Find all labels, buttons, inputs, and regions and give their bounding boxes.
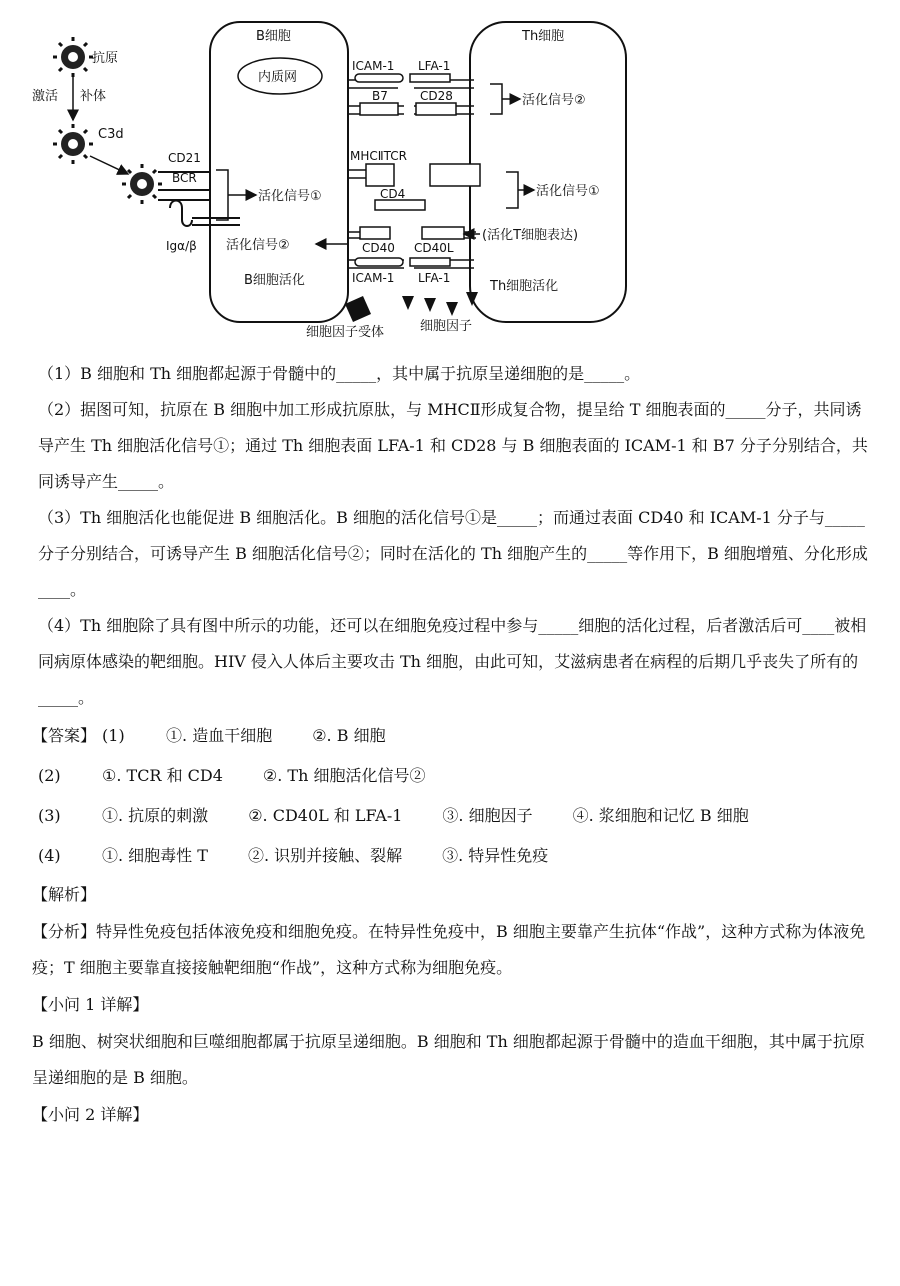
answer-item: ②. CD40L 和 LFA-1 bbox=[248, 806, 403, 825]
answer-num: (2) bbox=[38, 766, 61, 785]
er-label: 内质网 bbox=[258, 70, 298, 85]
answer-item: ②. B 细胞 bbox=[312, 726, 386, 745]
analysis-label: 【解析】 bbox=[32, 885, 97, 904]
th-activation-label: Th细胞活化 bbox=[490, 279, 559, 294]
question-1: （1）B 细胞和 Th 细胞都起源于骨髓中的_____，其中属于抗原呈递细胞的是_____。 bbox=[38, 364, 641, 383]
answer-num: (3) bbox=[38, 806, 61, 825]
analysis-intro: 【分析】特异性免疫包括体液免疫和细胞免疫。在特异性免疫中，B 细胞主要靠产生抗体“作战”，这种方式称为体液免疫；T 细胞主要靠直接接触靶细胞“作战”，这种方式称为细胞免疫。 bbox=[32, 922, 866, 977]
answer-row-2 bbox=[32, 756, 872, 796]
question-3: （3）Th 细胞活化也能促进 B 细胞活化。B 细胞的活化信号①是_____；而通过表面 CD40 和 ICAM-1 分子与_____分子分别结合，可诱导产生 B 细胞活化信号②；同时在活化的 Th 细胞产生的_____等作用下，B 细胞增殖、分化形成____。 bbox=[38, 508, 868, 599]
antigen-label: 抗原 bbox=[92, 51, 119, 66]
sub2-title: 【小问 2 详解】 bbox=[32, 1105, 149, 1124]
answer-item: ①. TCR 和 CD4 bbox=[102, 766, 223, 785]
antigen-particle-icon bbox=[53, 37, 93, 77]
immune-diagram bbox=[30, 12, 640, 342]
cytokine-label: 细胞因子 bbox=[420, 319, 473, 334]
cd28-label: CD28 bbox=[420, 89, 453, 103]
signal1-left-label: 活化信号① bbox=[258, 189, 322, 204]
answer-num: (1) bbox=[102, 726, 125, 745]
answer-item: ②. 识别并接触、裂解 bbox=[247, 846, 403, 865]
answer-item: ①. 造血干细胞 bbox=[166, 726, 273, 745]
cytokine-receptor-label: 细胞因子受体 bbox=[306, 325, 385, 340]
lfa1-top-label: LFA-1 bbox=[418, 59, 451, 73]
iga-b-label: Igα/β bbox=[166, 239, 197, 253]
b7-label: B7 bbox=[372, 89, 388, 103]
signal1-right-label: 活化信号① bbox=[536, 184, 600, 199]
answer-row-3 bbox=[32, 796, 872, 836]
answer-item: ③. 特异性免疫 bbox=[442, 846, 549, 865]
lfa1-bottom-label: LFA-1 bbox=[418, 271, 451, 285]
cd40l-label: CD40L bbox=[414, 241, 454, 255]
sub1-title: 【小问 1 详解】 bbox=[32, 995, 149, 1014]
answer-row-1 bbox=[32, 716, 872, 756]
question-2: （2）据图可知，抗原在 B 细胞中加工形成抗原肽，与 MHCⅡ形成复合物，提呈给 T 细胞表面的_____分子，共同诱导产生 Th 细胞活化信号①；通过 Th 细胞表面 LFA-1 和 CD28 与 B 细胞表面的 ICAM-1 和 B7 分子分别结合，共同诱导产生_____。 bbox=[38, 400, 868, 491]
answer-row-4 bbox=[32, 836, 872, 876]
answer-num: (4) bbox=[38, 846, 61, 865]
antigen-bcr-icon bbox=[122, 164, 162, 204]
complement-label: 补体 bbox=[80, 89, 107, 104]
th-cell-outline bbox=[470, 22, 626, 322]
cd40-label: CD40 bbox=[362, 241, 395, 255]
answer-item: ②. Th 细胞活化信号② bbox=[262, 766, 426, 785]
answer-label: 【答案】 bbox=[32, 726, 97, 745]
signal2-right-label: 活化信号② bbox=[522, 93, 586, 108]
antigen-c3d-icon bbox=[53, 124, 93, 164]
answer-item: ④. 浆细胞和记忆 B 细胞 bbox=[572, 806, 749, 825]
b-activation-label: B细胞活化 bbox=[244, 273, 305, 288]
question-4: （4）Th 细胞除了具有图中所示的功能，还可以在细胞免疫过程中参与_____细胞的活化过程，后者激活后可____被相同病原体感染的靶细胞。HIV 侵入人体后主要攻击 Th 细胞，由此可知，艾滋病患者在病程的后期几乎丧失了所有的_____。 bbox=[38, 616, 867, 707]
activated-t-label: (活化T细胞表达) bbox=[482, 228, 579, 243]
cd21-label: CD21 bbox=[168, 151, 201, 165]
activate-label: 激活 bbox=[32, 89, 59, 104]
answer-item: ①. 抗原的刺激 bbox=[102, 806, 209, 825]
icam1-bottom-label: ICAM-1 bbox=[352, 271, 395, 285]
sub1-text: B 细胞、树突状细胞和巨噬细胞都属于抗原呈递细胞。B 细胞和 Th 细胞都起源于骨髓中的造血干细胞，其中属于抗原呈递细胞的是 B 细胞。 bbox=[32, 1032, 865, 1087]
th-cell-label: Th细胞 bbox=[522, 29, 565, 44]
answer-item: ①. 细胞毒性 T bbox=[102, 846, 208, 865]
question-content bbox=[32, 356, 872, 1134]
b-cell-label: B细胞 bbox=[256, 29, 291, 44]
bcr-label: BCR bbox=[172, 171, 197, 185]
mhc-tcr-label: MHCⅡTCR bbox=[350, 149, 408, 163]
signal2-left-label: 活化信号② bbox=[226, 238, 290, 253]
icam1-top-label: ICAM-1 bbox=[352, 59, 395, 73]
answer-item: ③. 细胞因子 bbox=[442, 806, 533, 825]
cd4-label: CD4 bbox=[380, 187, 406, 201]
c3d-label: C3d bbox=[98, 127, 124, 142]
